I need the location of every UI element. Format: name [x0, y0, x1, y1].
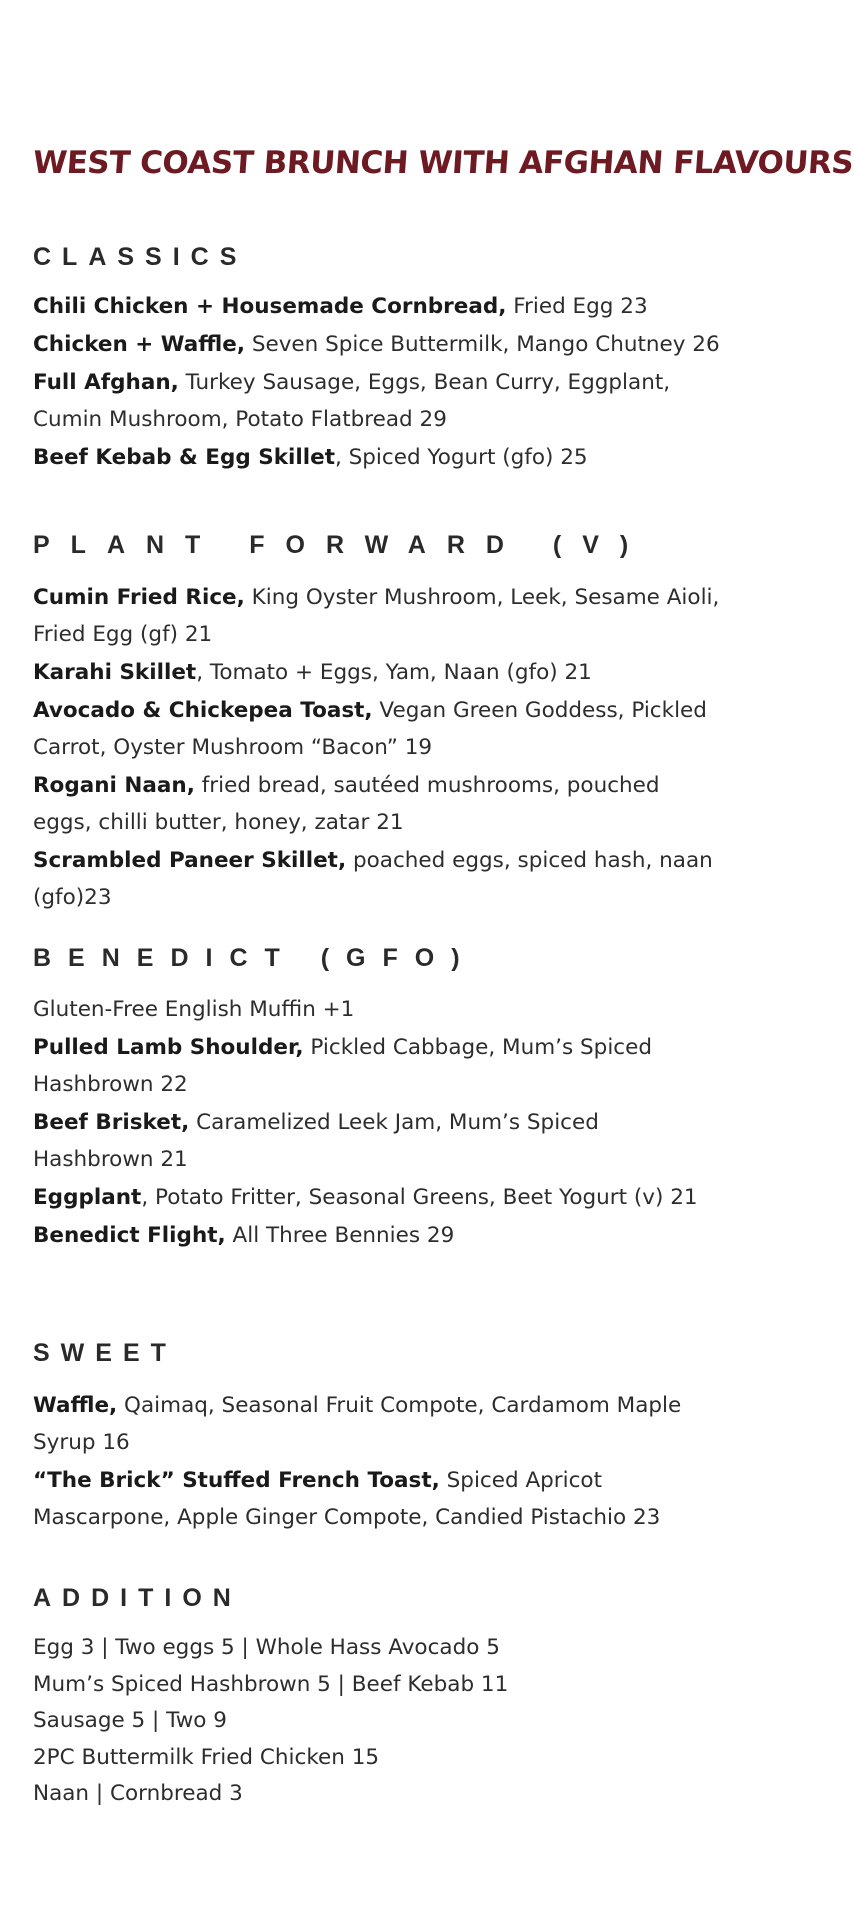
- addition-line: 2PC Buttermilk Fried Chicken 15: [33, 1744, 380, 1770]
- item-name: Beef Kebab & Egg Skillet: [33, 445, 335, 470]
- item-description: Qaimaq, Seasonal Fruit Compote, Cardamom Maple Syrup 16: [33, 1393, 682, 1455]
- item-name: Waffle,: [33, 1393, 118, 1418]
- menu-title: WEST COAST BRUNCH WITH AFGHAN FLAVOURS: [31, 145, 854, 181]
- item-list: [33, 1387, 723, 1536]
- item-description: Fried Egg 23: [506, 294, 648, 319]
- section-heading: BENEDICT (GFO): [33, 944, 477, 972]
- section-heading: CLASSICS: [33, 243, 248, 271]
- item-description: King Oyster Mushroom, Leek, Sesame Aioli, Fried Egg (gf) 21: [33, 585, 720, 647]
- menu-item: [33, 1387, 723, 1461]
- addition-list: [33, 1630, 723, 1813]
- menu-item: [33, 654, 723, 691]
- item-description: Seven Spice Buttermilk, Mango Chutney 26: [245, 332, 720, 357]
- item-name: Eggplant: [33, 1185, 142, 1210]
- menu-item: [33, 288, 723, 325]
- section-addition: [33, 1583, 723, 1813]
- section-sweet: [33, 1338, 723, 1537]
- item-name: Cumin Fried Rice,: [33, 585, 245, 610]
- addition-line: Egg 3 | Two eggs 5 | Whole Hass Avocado 5: [33, 1635, 500, 1660]
- menu-item: [33, 1217, 723, 1254]
- item-name: Scrambled Paneer Skillet,: [33, 848, 347, 873]
- item-list: [33, 991, 723, 1254]
- item-name: Rogani Naan,: [33, 773, 195, 798]
- menu-item: [33, 439, 723, 476]
- menu-item: [33, 842, 723, 916]
- item-name: Chili Chicken + Housemade Cornbread,: [33, 294, 507, 319]
- addition-line: Mum’s Spiced Hashbrown 5 | Beef Kebab 11: [33, 1671, 509, 1697]
- item-name: Beef Brisket,: [33, 1110, 190, 1135]
- menu-item: [33, 991, 723, 1028]
- item-name: “The Brick” Stuffed French Toast,: [33, 1468, 440, 1493]
- menu-item: [33, 1179, 723, 1216]
- item-description: Caramelized Leek Jam, Mum’s Spiced Hashbrown 21: [33, 1110, 599, 1172]
- item-name: Benedict Flight,: [33, 1223, 226, 1248]
- item-description: fried bread, sautéed mushrooms, pouched eggs, chilli butter, honey, zatar 21: [33, 773, 660, 835]
- section-classics: [33, 242, 723, 477]
- item-description: , Tomato + Eggs, Yam, Naan (gfo) 21: [196, 660, 592, 685]
- item-description: poached eggs, spiced hash, naan (gfo)23: [33, 848, 713, 910]
- menu-item: [33, 692, 723, 766]
- item-description: Vegan Green Goddess, Pickled Carrot, Oyster Mushroom “Bacon” 19: [33, 698, 707, 760]
- menu-item: [33, 1462, 723, 1536]
- menu-item: [33, 1104, 723, 1178]
- addition-line: Sausage 5 | Two 9: [33, 1708, 227, 1733]
- menu-item: [33, 1029, 723, 1103]
- section-heading: PLANT FORWARD (V): [33, 531, 650, 559]
- item-name: Avocado & Chickepea Toast,: [33, 698, 373, 723]
- item-list: [33, 579, 723, 916]
- item-name: Full Afghan,: [33, 370, 179, 395]
- item-description: , Spiced Yogurt (gfo) 25: [334, 445, 588, 470]
- item-description: Spiced Apricot Mascarpone, Apple Ginger Compote, Candied Pistachio 23: [33, 1468, 661, 1530]
- section-heading: SWEET: [33, 1339, 177, 1367]
- menu-item: [33, 326, 723, 363]
- item-description: Gluten-Free English Muffin +1: [33, 997, 355, 1022]
- menu-item: [33, 579, 723, 653]
- section-plant-forward: [33, 530, 723, 917]
- item-name: Karahi Skillet: [33, 660, 197, 685]
- item-description: Turkey Sausage, Eggs, Bean Curry, Eggplant, Cumin Mushroom, Potato Flatbread 29: [33, 370, 671, 432]
- addition-line: Naan | Cornbread 3: [33, 1781, 243, 1806]
- item-name: Pulled Lamb Shoulder,: [33, 1035, 304, 1060]
- section-benedict: [33, 943, 723, 1255]
- item-name: Chicken + Waffle,: [33, 332, 245, 357]
- menu-item: [33, 364, 723, 438]
- item-description: Pickled Cabbage, Mum’s Spiced Hashbrown 22: [33, 1035, 652, 1097]
- item-description: All Three Bennies 29: [225, 1223, 455, 1248]
- item-description: , Potato Fritter, Seasonal Greens, Beet Yogurt (v) 21: [141, 1185, 698, 1210]
- item-list: [33, 288, 723, 476]
- menu-item: [33, 767, 723, 841]
- section-heading: ADDITION: [33, 1584, 242, 1612]
